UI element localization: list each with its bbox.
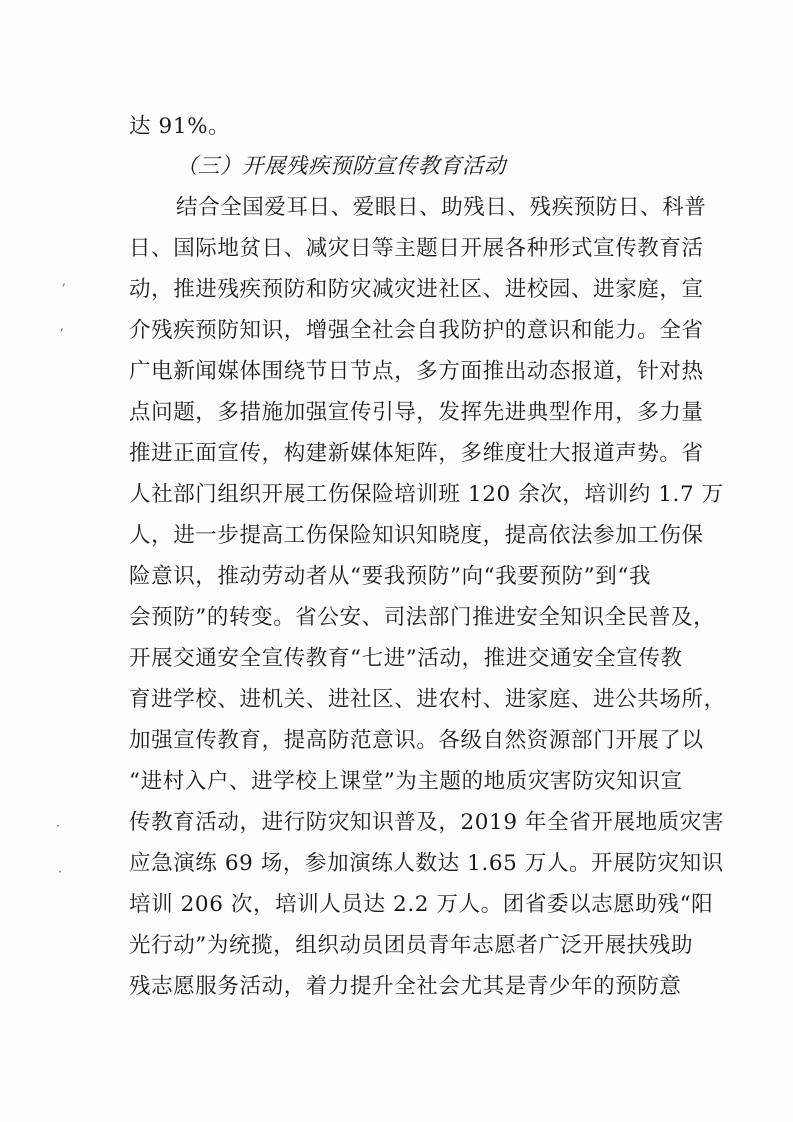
paragraph-line: 点问题，多措施加强宣传引导，发挥先进典型作用，多力量: [129, 400, 704, 425]
paragraph-line: 会预防”的转变。省公安、司法部门推进安全知识全民普及，: [129, 605, 716, 630]
paragraph-line: 推进正面宣传，构建新媒体矩阵，多维度壮大报道声势。省: [129, 441, 704, 466]
paragraph-line: 传教育活动，进行防灾知识普及，2019 年全省开展地质灾害: [129, 810, 724, 835]
scan-mark: ,: [60, 319, 64, 333]
paragraph-line: 应急演练 69 场，参加演练人数达 1.65 万人。开展防灾知识: [129, 851, 724, 876]
paragraph-line: 光行动”为统揽，组织动员团员青年志愿者广泛开展扶残助: [129, 933, 694, 958]
paragraph-line: 培训 206 次，培训人员达 2.2 万人。团省委以志愿助残“阳: [129, 892, 714, 917]
paragraph-line: 广电新闻媒体围绕节日节点，多方面推出动态报道，针对热: [129, 359, 704, 384]
paragraph-line: 结合全国爱耳日、爱眼日、助残日、残疾预防日、科普: [176, 195, 707, 220]
paragraph-line: 达 91%。: [129, 114, 231, 139]
paragraph-line: 育进学校、进机关、进社区、进农村、进家庭、进公共场所，: [129, 687, 726, 712]
section-heading: （三）开展残疾预防宣传教育活动: [176, 154, 507, 179]
scan-mark: ·: [56, 819, 60, 833]
paragraph-line: 人社部门组织开展工伤保险培训班 120 余次，培训约 1.7 万: [129, 482, 724, 507]
paragraph-line: “进村入户、进学校上课堂”为主题的地质灾害防灾知识宣: [129, 769, 683, 794]
paragraph-line: 险意识，推动劳动者从“要我预防”向“我要预防”到“我: [129, 564, 652, 589]
paragraph-line: 残志愿服务活动，着力提升全社会尤其是青少年的预防意: [129, 974, 682, 999]
paragraph-line: 介残疾预防知识，增强全社会自我防护的意识和能力。全省: [129, 318, 704, 343]
paragraph-line: 开展交通安全宣传教育“七进”活动，推进交通安全宣传教: [129, 646, 683, 671]
paragraph-line: 日、国际地贫日、减灾日等主题日开展各种形式宣传教育活: [129, 236, 704, 261]
paragraph-line: 动，推进残疾预防和防灾减灾进社区、进校园、进家庭，宣: [129, 277, 704, 302]
scan-mark: ·: [58, 865, 62, 879]
paragraph-line: 人，进一步提高工伤保险知识知晓度，提高依法参加工伤保: [129, 523, 704, 548]
paragraph-line: 加强宣传教育，提高防范意识。各级自然资源部门开展了以: [129, 728, 704, 753]
scan-mark: ,: [62, 274, 66, 288]
